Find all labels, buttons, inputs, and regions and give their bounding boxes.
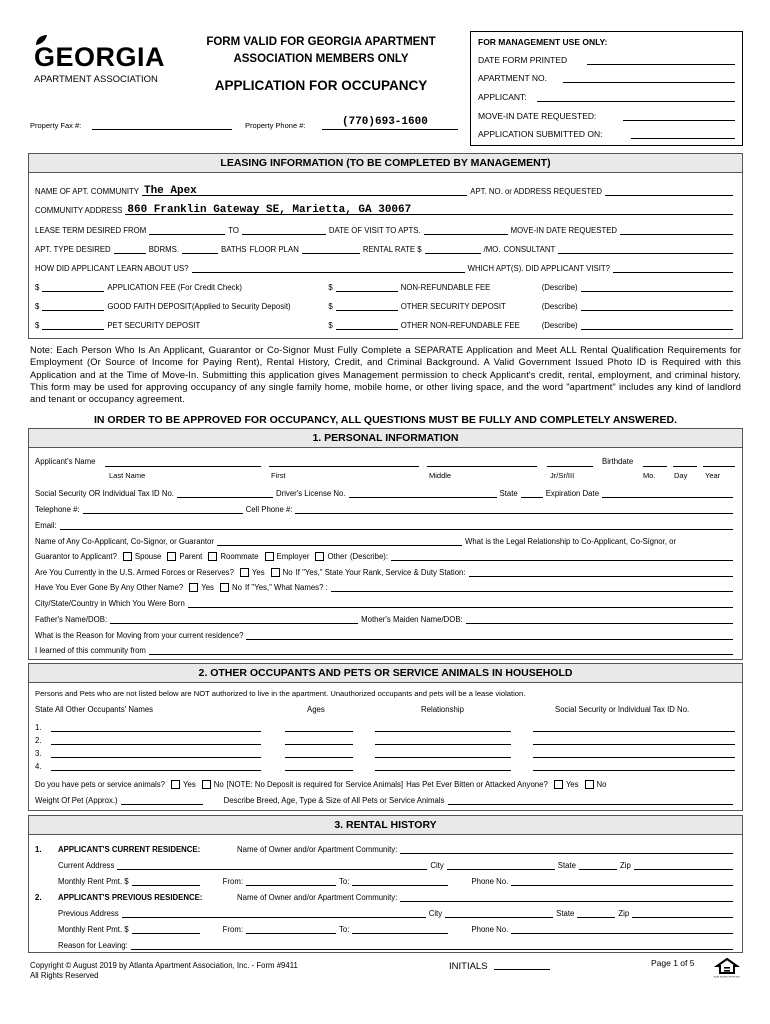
pets-note: [NOTE: No Deposit is required for Service Animals]	[226, 780, 404, 789]
armed-yes-label: Yes	[251, 568, 265, 577]
expiration-field[interactable]	[602, 489, 733, 498]
day-caption: Day	[674, 471, 688, 480]
personal-title: 1. PERSONAL INFORMATION	[29, 429, 742, 448]
visit-field[interactable]	[424, 226, 508, 235]
mgmt-apartment-no-field[interactable]	[563, 73, 735, 83]
col-relationship-header: Relationship	[421, 705, 464, 714]
other-label: Other	[327, 552, 347, 561]
father-label: Father's Name/DOB:	[35, 615, 108, 624]
current-phone-label: Phone No.	[471, 877, 509, 886]
pets-question: Do you have pets or service animals?	[35, 780, 166, 789]
birth-year-field[interactable]	[703, 457, 735, 467]
learned-field[interactable]	[149, 646, 733, 655]
current-rent-field[interactable]	[132, 877, 200, 886]
property-phone-label: Property Phone #:	[245, 121, 306, 130]
birth-day-field[interactable]	[673, 457, 697, 467]
initials-field[interactable]	[494, 960, 550, 970]
father-field[interactable]	[110, 615, 358, 624]
current-address-label: Current Address	[58, 861, 115, 870]
occupant-relationship-field[interactable]	[375, 735, 511, 745]
consultant-label: CONSULTANT	[503, 245, 556, 254]
occupant-number: 3.	[35, 749, 42, 758]
expiration-label: Expiration Date	[545, 489, 600, 498]
current-owner-label: Name of Owner and/or Apartment Community:	[237, 845, 398, 854]
other-nonrefundable-field[interactable]	[336, 321, 398, 330]
current-residence-label: APPLICANT'S CURRENT RESIDENCE:	[58, 845, 201, 854]
address-field[interactable]	[125, 206, 733, 215]
col-names-header: State All Other Occupants' Names	[35, 705, 154, 714]
previous-owner-field[interactable]	[400, 893, 733, 902]
other-nonrefundable-label: OTHER NON-REFUNDABLE FEE	[400, 321, 520, 330]
previous-number: 2.	[35, 893, 42, 902]
previous-residence-label: APPLICANT'S PREVIOUS RESIDENCE:	[58, 893, 203, 902]
rental-section	[28, 815, 743, 953]
middle-name-caption: Middle	[429, 471, 452, 480]
current-to-label: To:	[339, 877, 350, 886]
other-checkbox[interactable]	[315, 552, 324, 561]
application-fee-field[interactable]	[42, 283, 104, 292]
previous-to-field[interactable]	[352, 925, 448, 934]
occupant-number: 4.	[35, 762, 42, 771]
community-value: The Apex	[143, 185, 197, 197]
last-name-caption: Last Name	[109, 471, 146, 480]
roommate-checkbox[interactable]	[208, 552, 217, 561]
relationship-describe-field[interactable]	[391, 552, 733, 561]
other-name-if-label: If "Yes," What Names? :	[244, 583, 328, 592]
valid-line-1: FORM VALID FOR GEORGIA APARTMENT	[206, 36, 436, 48]
other-name-no-checkbox[interactable]	[220, 583, 229, 592]
current-number: 1.	[35, 845, 42, 854]
previous-phone-label: Phone No.	[471, 925, 509, 934]
previous-from-field[interactable]	[246, 925, 336, 934]
last-name-field[interactable]	[105, 457, 261, 467]
pet-deposit-field[interactable]	[42, 321, 104, 330]
birthdate-label: Birthdate	[602, 457, 634, 466]
occupant-age-field[interactable]	[285, 735, 353, 745]
logo-name: GEORGIA	[34, 42, 166, 72]
ssn-field[interactable]	[177, 489, 273, 498]
form-title: APPLICATION FOR OCCUPANCY	[214, 78, 428, 93]
moving-reason-label: What is the Reason for Moving from your current residence?	[35, 631, 244, 640]
mgmt-date-printed-field[interactable]	[587, 55, 735, 65]
reason-leaving-field[interactable]	[131, 941, 733, 950]
current-owner-field[interactable]	[400, 845, 733, 854]
other-nonrefundable-describe-field[interactable]	[581, 321, 733, 330]
occupant-name-field[interactable]	[51, 748, 261, 758]
current-from-field[interactable]	[246, 877, 336, 886]
page-number: Page 1 of 5	[651, 958, 695, 968]
occupants-intro: Persons and Pets who are not listed below are NOT authorized to live in the apartment. Unauthorized occupants and pets will be a lease violation.	[35, 689, 526, 698]
leasing-section	[28, 153, 743, 339]
movein-label: MOVE-IN DATE REQUESTED	[510, 226, 618, 235]
community-label: NAME OF APT. COMMUNITY	[35, 187, 139, 196]
occupant-name-field[interactable]	[51, 761, 261, 771]
armed-details-field[interactable]	[469, 568, 733, 577]
bitten-yes-checkbox[interactable]	[554, 780, 563, 789]
dl-state-field[interactable]	[521, 489, 543, 498]
occupant-row	[35, 761, 735, 773]
other-name-question: Have You Ever Gone By Any Other Name?	[35, 583, 184, 592]
rental-rate-label: RENTAL RATE $	[362, 245, 422, 254]
mgmt-movein-label: MOVE-IN DATE REQUESTED:	[478, 111, 597, 121]
occupant-row	[35, 748, 735, 760]
occupant-relationship-field[interactable]	[375, 748, 511, 758]
previous-zip-field[interactable]	[632, 909, 733, 918]
current-state-label: State	[557, 861, 576, 870]
previous-owner-label: Name of Owner and/or Apartment Community:	[237, 893, 398, 902]
cell-field[interactable]	[295, 505, 733, 514]
ssn-label: Social Security OR Individual Tax ID No.	[35, 489, 174, 498]
bdrms-field[interactable]	[182, 245, 218, 254]
occupant-ssn-field[interactable]	[533, 722, 735, 732]
bitten-no-checkbox[interactable]	[585, 780, 594, 789]
approval-banner: IN ORDER TO BE APPROVED FOR OCCUPANCY, ALL QUESTIONS MUST BE FULLY AND COMPLETELY ANSWERED.	[93, 414, 677, 426]
property-fax-field[interactable]	[92, 120, 232, 130]
pets-no-checkbox[interactable]	[202, 780, 211, 789]
apt-no-label: APT. NO. or ADDRESS REQUESTED	[470, 187, 602, 196]
dl-label: Driver's License No.	[275, 489, 346, 498]
occupant-row	[35, 722, 735, 734]
col-ages-header: Ages	[307, 705, 325, 714]
current-phone-field[interactable]	[511, 877, 733, 886]
lease-to-label: TO	[228, 226, 239, 235]
birth-month-field[interactable]	[643, 457, 667, 467]
occupant-ssn-field[interactable]	[533, 748, 735, 758]
occupant-name-field[interactable]	[51, 735, 261, 745]
nonrefundable-fee-label: NON-REFUNDABLE FEE	[400, 283, 491, 292]
occupant-row	[35, 735, 735, 747]
apt-no-field[interactable]	[605, 187, 733, 196]
current-from-label: From:	[222, 877, 243, 886]
previous-rent-field[interactable]	[132, 925, 200, 934]
pet-weight-label: Weight Of Pet (Approx.)	[35, 796, 118, 805]
other-names-field[interactable]	[331, 583, 733, 592]
describe-label: (Describe)	[541, 283, 578, 292]
fee-dollar: $	[328, 283, 333, 292]
rental-rate-field[interactable]	[425, 245, 481, 254]
parent-checkbox[interactable]	[167, 552, 176, 561]
movein-field[interactable]	[620, 226, 733, 235]
describe-label: (Describe)	[541, 321, 578, 330]
mo-caption: Mo.	[643, 471, 656, 480]
pets-yes-label: Yes	[183, 780, 196, 789]
leasing-title: LEASING INFORMATION (TO BE COMPLETED BY MANAGEMENT)	[29, 154, 742, 173]
occupant-age-field[interactable]	[285, 722, 353, 732]
current-zip-field[interactable]	[634, 861, 733, 870]
copyright: Copyright © August 2019 by Atlanta Apartment Association, Inc. - Form #9411	[30, 961, 298, 970]
equal-housing-caption: EQUAL HOUSING OPPORTUNITY	[713, 976, 741, 979]
current-rent-label: Monthly Rent Pmt. $	[58, 877, 129, 886]
learn-label: HOW DID APPLICANT LEARN ABOUT US?	[35, 264, 189, 273]
cell-label: Cell Phone #:	[245, 505, 293, 514]
describe-label: (Describe)	[541, 302, 578, 311]
fee-dollar: $	[35, 283, 40, 292]
mgmt-submitted-field[interactable]	[631, 129, 735, 139]
bitten-question: Has Pet Ever Bitten or Attacked Anyone?	[406, 780, 548, 789]
mgmt-apartment-no-label: APARTMENT NO.	[478, 73, 547, 83]
learn-field[interactable]	[192, 264, 465, 273]
birthplace-label: City/State/Country in Which You Were Born	[35, 599, 185, 608]
previous-rent-label: Monthly Rent Pmt. $	[58, 925, 129, 934]
previous-city-field[interactable]	[445, 909, 553, 918]
parent-label: Parent	[179, 552, 203, 561]
address-value: 860 Franklin Gateway SE, Marietta, GA 30067	[127, 204, 412, 216]
armed-forces-question: Are You Currently in the U.S. Armed Forces or Reserves?	[35, 568, 234, 577]
other-security-label: OTHER SECURITY DEPOSIT	[400, 302, 506, 311]
learned-label: I learned of this community from	[35, 646, 146, 655]
consultant-field[interactable]	[558, 245, 733, 254]
email-field[interactable]	[60, 521, 733, 530]
apt-type-label: APT. TYPE DESIRED	[35, 245, 111, 254]
other-name-yes-label: Yes	[201, 583, 214, 592]
current-city-field[interactable]	[447, 861, 555, 870]
good-faith-field[interactable]	[42, 302, 104, 311]
management-box	[470, 31, 743, 146]
nonrefundable-fee-field[interactable]	[336, 283, 398, 292]
mgmt-applicant-field[interactable]	[537, 92, 735, 102]
current-to-field[interactable]	[352, 877, 448, 886]
mgmt-movein-field[interactable]	[623, 111, 735, 121]
previous-state-field[interactable]	[577, 909, 615, 918]
dl-state-label: State	[499, 489, 518, 498]
armed-no-label: No	[282, 568, 293, 577]
occupants-title: 2. OTHER OCCUPANTS AND PETS OR SERVICE ANIMALS IN HOUSEHOLD	[29, 664, 742, 683]
address-label: COMMUNITY ADDRESS	[35, 206, 123, 215]
occupant-name-field[interactable]	[51, 722, 261, 732]
other-security-field[interactable]	[336, 302, 398, 311]
occupant-relationship-field[interactable]	[375, 722, 511, 732]
current-zip-label: Zip	[620, 861, 631, 870]
logo	[30, 34, 180, 86]
suffix-caption: Jr/Sr/III	[550, 471, 575, 480]
fee-dollar: $	[328, 302, 333, 311]
previous-zip-label: Zip	[618, 909, 630, 918]
telephone-field[interactable]	[83, 505, 243, 514]
occupant-age-field[interactable]	[285, 748, 353, 758]
occupant-ssn-field[interactable]	[533, 735, 735, 745]
lease-to-field[interactable]	[242, 226, 326, 235]
bdrms-label: BDRMS.	[148, 245, 180, 254]
previous-city-label: City	[428, 909, 443, 918]
occupant-relationship-field[interactable]	[375, 761, 511, 771]
armed-no-checkbox[interactable]	[271, 568, 280, 577]
which-field[interactable]	[613, 264, 733, 273]
pet-breed-label: Describe Breed, Age, Type & Size of All Pets or Service Animals	[223, 796, 445, 805]
application-fee-label: APPLICATION FEE (For Credit Check)	[107, 283, 242, 292]
roommate-label: Roommate	[220, 552, 259, 561]
mo-label: /MO.	[483, 245, 501, 254]
employer-checkbox[interactable]	[265, 552, 274, 561]
other-security-describe-field[interactable]	[581, 302, 733, 311]
occupant-ssn-field[interactable]	[533, 761, 735, 771]
col-ssn-header: Social Security or Individual Tax ID No.	[555, 705, 690, 714]
previous-phone-field[interactable]	[511, 925, 733, 934]
property-fax-label: Property Fax #:	[30, 121, 82, 130]
mother-field[interactable]	[466, 615, 733, 624]
personal-section	[28, 428, 743, 660]
birthplace-field[interactable]	[188, 599, 733, 608]
other-name-yes-checkbox[interactable]	[189, 583, 198, 592]
dl-field[interactable]	[349, 489, 497, 498]
fee-dollar: $	[35, 321, 40, 330]
mgmt-date-printed-label: DATE FORM PRINTED	[478, 55, 568, 65]
previous-from-label: From:	[222, 925, 243, 934]
mother-label: Mother's Maiden Name/DOB:	[361, 615, 463, 624]
previous-address-label: Previous Address	[58, 909, 119, 918]
co-applicant-field[interactable]	[217, 537, 462, 546]
other-name-no-label: No	[231, 583, 242, 592]
pets-yes-checkbox[interactable]	[171, 780, 180, 789]
good-faith-label: GOOD FAITH DEPOSIT(Applied to Security Deposit)	[107, 302, 291, 311]
armed-yes-checkbox[interactable]	[240, 568, 249, 577]
mgmt-applicant-label: APPLICANT:	[478, 92, 527, 102]
current-address-field[interactable]	[117, 861, 427, 870]
relationship-label: What is the Legal Relationship to Co-Applicant, Co-Signor, or	[464, 537, 677, 546]
spouse-checkbox[interactable]	[123, 552, 132, 561]
email-label: Email:	[35, 521, 57, 530]
pets-no-label: No	[213, 780, 224, 789]
armed-if-yes-label: If "Yes," State Your Rank, Service & Duty Station:	[295, 568, 466, 577]
occupant-number: 1.	[35, 723, 42, 732]
occupant-number: 2.	[35, 736, 42, 745]
previous-state-label: State	[556, 909, 575, 918]
year-caption: Year	[705, 471, 721, 480]
which-label: WHICH APT(S). DID APPLICANT VISIT?	[467, 264, 610, 273]
employer-label: Employer	[276, 552, 310, 561]
applicant-name-label: Applicant's Name	[35, 457, 96, 466]
floor-plan-field[interactable]	[302, 245, 360, 254]
current-city-label: City	[430, 861, 444, 870]
occupant-age-field[interactable]	[285, 761, 353, 771]
baths-label: BATHS	[221, 245, 247, 254]
rental-title: 3. RENTAL HISTORY	[29, 816, 742, 835]
relationship-describe-label: (Describe):	[349, 552, 389, 561]
first-name-field[interactable]	[269, 457, 419, 467]
floor-plan-label: FLOOR PLAN	[249, 245, 299, 254]
fee-dollar: $	[35, 302, 40, 311]
initials-label: INITIALS	[449, 961, 488, 972]
previous-address-field[interactable]	[122, 909, 426, 918]
pet-deposit-label: PET SECURITY DEPOSIT	[107, 321, 201, 330]
management-title: FOR MANAGEMENT USE ONLY:	[478, 37, 608, 47]
bitten-no-label: No	[596, 780, 607, 789]
lease-term-label: LEASE TERM DESIRED FROM	[35, 226, 147, 235]
telephone-label: Telephone #:	[35, 505, 80, 514]
equal-housing-icon	[713, 958, 741, 979]
apt-type-field[interactable]	[114, 245, 146, 254]
property-phone-value: (770)693-1600	[342, 116, 428, 128]
guarantor-question: Guarantor to Applicant?	[35, 552, 117, 561]
visit-label: DATE OF VISIT TO APTS.	[328, 226, 421, 235]
rights-reserved: All Rights Reserved	[30, 971, 99, 980]
pet-breed-field[interactable]	[448, 796, 734, 805]
logo-tagline: APARTMENT ASSOCIATION	[34, 74, 158, 85]
lease-from-field[interactable]	[149, 226, 225, 235]
valid-line-2: ASSOCIATION MEMBERS ONLY	[233, 53, 409, 65]
middle-name-field[interactable]	[427, 457, 537, 467]
suffix-field[interactable]	[547, 457, 593, 467]
community-field[interactable]	[142, 187, 467, 196]
mgmt-submitted-label: APPLICATION SUBMITTED ON:	[478, 129, 603, 139]
bitten-yes-label: Yes	[565, 780, 579, 789]
spouse-label: Spouse	[134, 552, 162, 561]
co-applicant-label: Name of Any Co-Applicant, Co-Signor, or Guarantor	[35, 537, 214, 546]
occupants-section	[28, 663, 743, 811]
reason-leaving-label: Reason for Leaving:	[58, 941, 128, 950]
previous-to-label: To:	[339, 925, 350, 934]
first-name-caption: First	[271, 471, 286, 480]
moving-reason-field[interactable]	[246, 631, 733, 640]
pet-weight-field[interactable]	[121, 796, 203, 805]
nonrefundable-describe-field[interactable]	[581, 283, 733, 292]
fee-dollar: $	[328, 321, 333, 330]
qualification-note: Note: Each Person Who Is An Applicant, Guarantor or Co-Signor Must Fully Complete a SEPARATE Application and Meet ALL Rental Qualification Requirements for Employment (Or Source of Income for Paying Rent), Rental History, Credit, and Criminal Background. A Valid Government Issued Photo ID is Required with this Application and at the Time of Move-In. Submitting this application gives Management permission to check Applicant's credit, rental, employment, and criminal history. This form may be used for approving occupancy of any single family home, mobile home, or other living space, and the word "apartment" includes any kind of landlord and tenant or occupancy agreement.	[30, 345, 741, 405]
current-state-field[interactable]	[579, 861, 617, 870]
